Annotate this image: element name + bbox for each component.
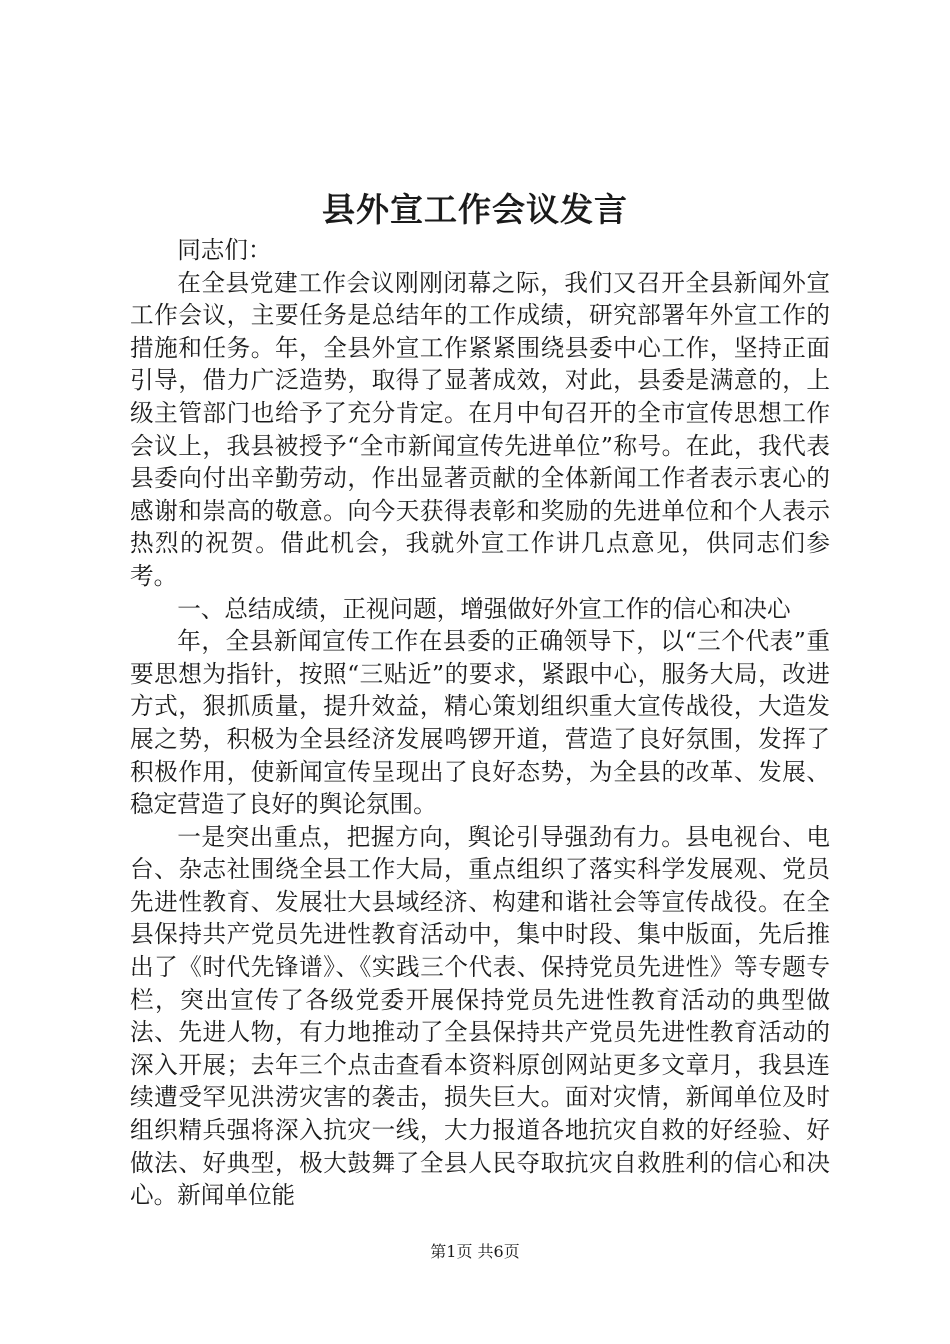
document-body: [130, 234, 830, 1212]
paragraph-point-one: 一是突出重点，把握方向，舆论引导强劲有力。县电视台、电台、杂志社围绕全县工作大局，重点组织了落实科学发展观、党员先进性教育、发展壮大县域经济、构建和谐社会等宣传战役。在全县保持共产党员先进性教育活动中，集中时段、集中版面，先后推出了《时代先锋谱》、《实践三个代表、保持党员先进性》等专题专栏，突出宣传了各级党委开展保持党员先进性教育活动的典型做法、先进人物，有力地推动了全县保持共产党员先进性教育活动的深入开展；去年三个点击查看本资料原创网站更多文章月，我县连续遭受罕见洪涝灾害的袭击，损失巨大。面对灾情，新闻单位及时组织精兵强将深入抗灾一线，大力报道各地抗灾自救的好经验、好做法、好典型，极大鼓舞了全县人民夺取抗灾自救胜利的信心和决心。新闻单位能: [130, 822, 830, 1210]
section-heading: 一、总结成绩，正视问题，增强做好外宣工作的信心和决心: [177, 594, 791, 623]
salutation: 同志们：: [177, 236, 272, 264]
paragraph-intro: 在全县党建工作会议刚刚闭幕之际，我们又召开全县新闻外宣工作会议，主要任务是总结年的工作成绩，研究部署年外宣工作的措施和任务。年，全县外宣工作紧紧围绕县委中心工作，坚持正面引导，借力广泛造势，取得了显著成效，对此，县委是满意的，上级主管部门也给予了充分肯定。在月中旬召开的全市宣传思想工作会议上，我县被授予“全市新闻宣传先进单位”称号。在此，我代表县委向付出辛勤劳动，作出显著贡献的全体新闻工作者表示衷心的感谢和崇高的敬意。向今天获得表彰和奖励的先进单位和个人表示热烈的祝贺。借此机会，我就外宣工作讲几点意见，供同志们参考。: [130, 268, 830, 590]
paragraph-summary: 年，全县新闻宣传工作在县委的正确领导下，以“三个代表”重要思想为指针，按照“三贴近”的要求，紧跟中心，服务大局，改进方式，狠抓质量，提升效益，精心策划组织重大宣传战役，大造发展之势，积极为全县经济发展鸣锣开道，营造了良好氛围，发挥了积极作用，使新闻宣传呈现出了良好态势，为全县的改革、发展、稳定营造了良好的舆论氛围。: [130, 627, 830, 819]
page-footer: 第1页 共6页: [430, 1242, 520, 1261]
document-title: 县外宣工作会议发言: [322, 190, 628, 229]
